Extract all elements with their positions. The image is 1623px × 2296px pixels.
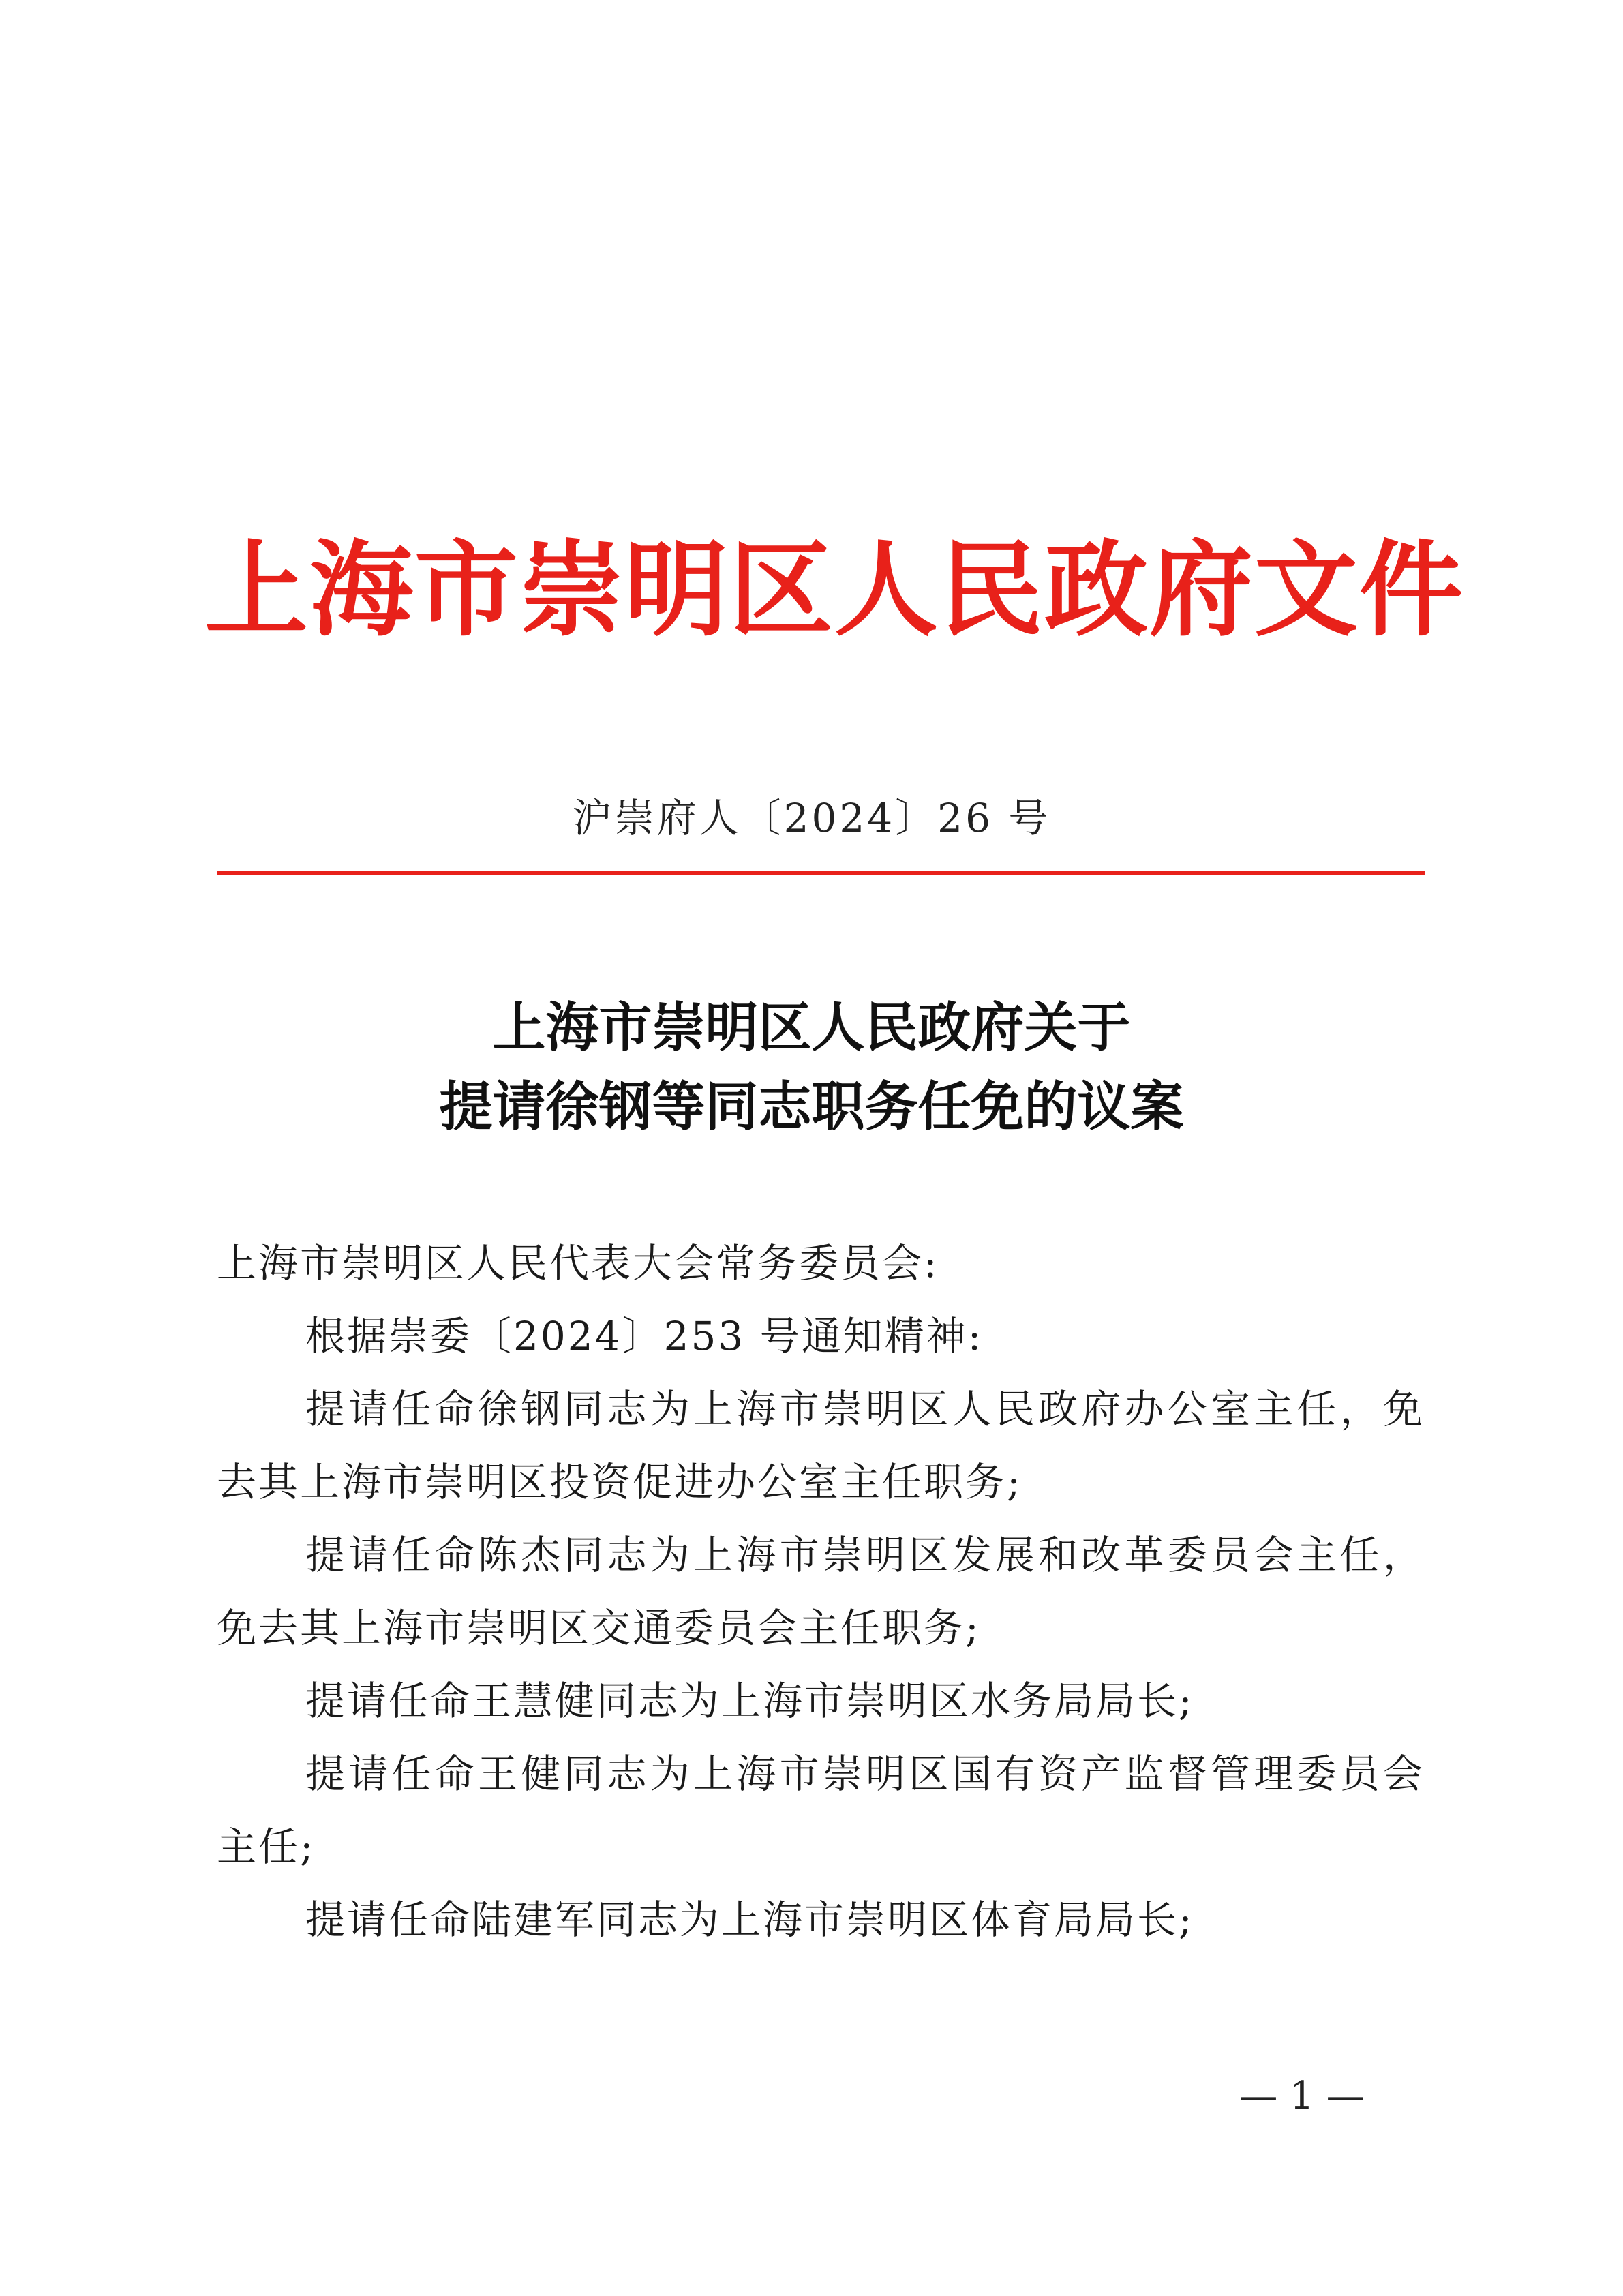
- document-body: [217, 1227, 1425, 1957]
- page-number: — 1 —: [1239, 2074, 1365, 2118]
- salutation: 上海市崇明区人民代表大会常务委员会:: [217, 1240, 939, 1286]
- document-number: 沪崇府人〔2024〕26 号: [572, 795, 1051, 841]
- document-title: [0, 988, 1623, 1147]
- document-title-line-1: 上海市崇明区人民政府关于: [492, 997, 1131, 1059]
- document-title-line-2: 提请徐钢等同志职务任免的议案: [439, 1076, 1184, 1138]
- paragraph-appointment-5: 提请任命陆建军同志为上海市崇明区体育局局长;: [305, 1897, 1194, 1943]
- paragraph-appointment-1: 提请任命徐钢同志为上海市崇明区人民政府办公室主任，免去其上海市崇明区投资促进办公室主任职务;: [217, 1386, 1425, 1505]
- paragraph-appointment-2: 提请任命陈杰同志为上海市崇明区发展和改革委员会主任，免去其上海市崇明区交通委员会主任职务;: [217, 1532, 1425, 1651]
- masthead-title: 上海市崇明区人民政府文件: [204, 528, 1464, 650]
- paragraph-appointment-3: 提请任命王慧健同志为上海市崇明区水务局局长;: [305, 1678, 1194, 1724]
- paragraph-basis: 根据崇委〔2024〕253 号通知精神:: [305, 1313, 984, 1359]
- paragraph-appointment-4: 提请任命王健同志为上海市崇明区国有资产监督管理委员会主任;: [217, 1751, 1425, 1870]
- red-divider-line: [217, 871, 1425, 875]
